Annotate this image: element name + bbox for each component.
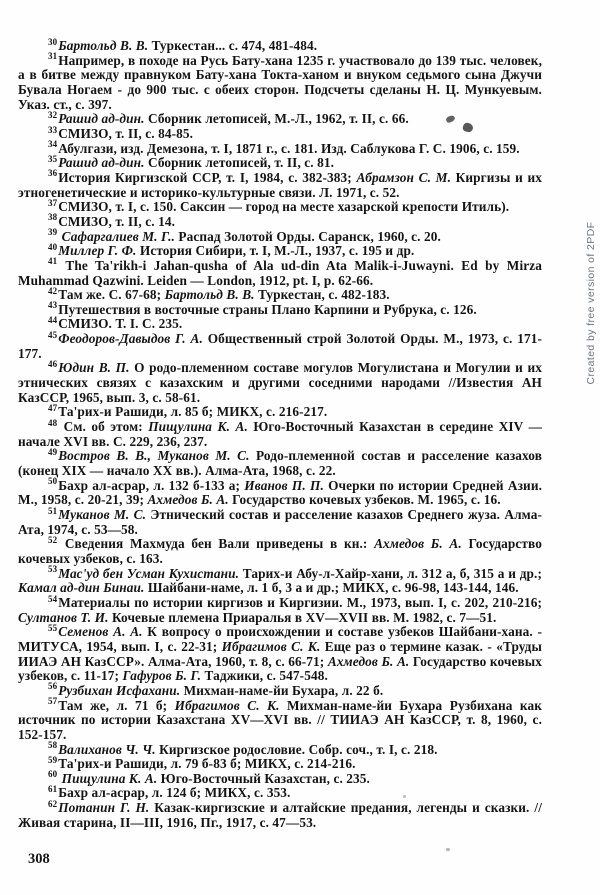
footnote-text: Очерки по истории Средней Азии. М., 1958, с. 20-21, 39; [18,477,543,508]
footnote-text: СМИЗО. Т. I. С. 235. [58,316,183,332]
footnote-text: См. об этом: [58,419,149,435]
footnote-36 [18,168,542,200]
scan-speckle [396,501,399,504]
footnote-48 [18,417,542,449]
footnote-35 [18,153,542,171]
footnote-number: 37 [48,197,58,208]
footnote-31 [18,51,542,113]
footnote-text: Общественный строй Золотой Орды. М., 1973, с. 171-177. [18,331,542,361]
footnote-text: Абулгази, изд. Демезона, т. I, 1871 г., с. 181. Изд. Саблукова Г. С. 1906, с. 159. [58,140,520,156]
footnote-text: Кочевые племена Приаралья в XV—XVII вв. М. 1982, с. 7—51. [108,609,497,625]
footnote-text: Михман-наме-йи Бухара, л. 22 б. [180,682,384,698]
footnote-text: Материалы по истории киргизов и Киргизии. М., 1973, вып. I, с. 202, 210-216; [58,594,542,610]
footnote-text: История Сибири, т. I, М.-Л., 1937, с. 195 и др. [136,243,415,259]
footnote-number: 31 [48,51,58,62]
footnote-number: 56 [48,681,58,692]
footnote-text: Еще раз о термине казак. - «Труды ИИАЭ АН КазССР». Алма-Ата, 1960, т. 8, с. 66-71; [18,638,542,669]
footnote-number: 32 [48,109,58,120]
footnote-45 [18,329,542,361]
footnote-text: Распад Золотой Орды. Саранск, 1960, с. 20. [174,228,441,244]
footnote-50 [18,476,543,508]
author-name: Гафуров Б. Г. [122,668,202,684]
page-number: 308 [28,851,50,868]
footnote-text: The Ta'rikh-i Jahan-qusha of Ala ud-din Ata Malik-i-Juwayni. Ed by Mirza Muhammad Qazwini. Leiden — London, 1912, pt. I, p. 62-66. [18,257,542,288]
footnote-number: 48 [48,417,58,428]
footnote-number: 49 [48,446,58,457]
footnote-number: 62 [48,798,58,809]
footnote-text: СМИЗО, т. I, с. 150. Саксин — город на месте хазарской крепости Итиль). [58,199,510,215]
scan-speckle [446,848,450,851]
footnote-text: Туркестан... с. 474, 481-484. [148,38,318,53]
footnote-49 [18,446,542,479]
author-name: Мас'уд бен Усман Кухистани. [58,565,240,581]
author-name: Рашид ад-дин. [58,155,145,171]
footnote-text: Этнический состав и расселение казахов Среднего жуза. Алма-Ата, 1974, с. 53—58. [18,507,543,537]
footnote-text: Киргизское родословие. Собр. соч., т. I, с. 218. [155,741,438,757]
footnote-55 [18,622,543,684]
footnote-number: 53 [48,564,58,575]
footnote-44 [18,317,542,332]
footnote-text: СМИЗО, т. II, с. 14. [58,213,176,229]
footnote-number: 38 [48,212,58,223]
footnote-52 [18,534,542,566]
footnote-61 [18,786,542,801]
author-name: Семенов А. А. [58,624,143,640]
footnote-37 [18,197,542,215]
author-name: Абрамзон С. М. [356,169,451,185]
footnote-57 [18,696,542,743]
footnote-62 [18,798,542,830]
footnote-text: Например, в походе на Русь Бату-хана 1235 г. участвовало до 139 тыс. человек, а в битве между правнуком Бату-хана Токта-ханом и внуком седьмого сына Джучи Бувала Ногаем - до 900 тыс. с обеих сторон. Подсчеты сделаны Н. Ц. Мункуевым. Указ. ст., с. 397. [18,52,542,112]
author-name: Ибрагимов С. К. [221,638,321,654]
footnote-number: 60 [48,769,58,780]
footnote-39 [18,227,542,245]
author-name: Потанин Г. Н. [58,800,150,816]
footnote-58 [18,740,542,758]
footnote-40 [18,241,542,259]
footnote-30 [18,36,542,54]
footnote-number: 51 [48,505,58,516]
footnote-number: 55 [48,622,58,633]
footnote-text: Бахр ал-асрар, л. 124 б; МИКХ, с. 353. [58,785,291,801]
author-name: Валиханов Ч. Ч. [58,741,156,757]
footnote-41 [18,256,542,288]
footnote-text: История Киргизской ССР, т. I, 1984, с. 382-383; [58,169,357,185]
footnote-53 [18,564,542,596]
author-name: Ахмедов Б. А. [147,492,229,508]
footnote-text: Тарих-и Абу-л-Хайр-хани, л. 312 а, б, 315 а и др.; [239,565,542,581]
footnote-number: 36 [48,168,58,179]
footnote-text: Шайбани-наме, л. 1 б, 3 а и др.; МИКХ, с. 96-98, 143-144, 146. [144,580,519,596]
author-name: Муканов М. С. [58,507,147,522]
author-name: Ахмедов Б. А. [327,653,410,669]
footnote-text: О родо-племенном составе могулов Могулистана и Могулии и их этнических связях с казахским и другими соседними народами //Известия АН КазССР, 1965, вып. 3, с. 58-61. [18,360,542,405]
footnote-number: 34 [48,139,58,150]
footnote-number: 41 [48,256,58,267]
author-name: Востров В. В., Муканов М. С. [58,448,250,464]
footnote-number: 47 [48,402,58,413]
footnotes-list [18,36,543,830]
footnote-46 [18,361,542,405]
footnote-number: 30 [48,36,58,47]
footnote-number: 35 [48,153,58,164]
scan-speckle [403,795,406,798]
author-name: Бартольд В. В. [164,287,255,303]
author-name: Феодоров-Давыдов Г. А. [58,331,203,347]
footnote-38 [18,212,542,230]
author-name: Ахмедов Б. А. [374,536,462,552]
footnote-text: Путешествия в восточные страны Плано Карпини и Рубрука, с. 126. [58,301,477,317]
author-name: Миллер Г. Ф. [58,243,137,259]
footnote-number: 40 [48,241,58,252]
footnote-text: Таджики, с. 547-548. [201,668,328,684]
footnote-text: Сборник летописей, т. II, с. 81. [144,155,335,171]
author-name: Юдин В. П. [58,360,130,376]
footnote-text: Михман-наме-йи Бухара Рузбихана как источник по истории Казахстана XV—XVI вв. // ТИИАЭ АН КазССР, т. 8, 1960, с. 152-157. [18,697,542,742]
footnote-number: 44 [48,315,58,326]
footnote-47 [18,402,542,420]
author-name: Иванов П. П. [244,477,324,493]
footnote-text: Юго-Восточный Казахстан, с. 235. [157,770,370,786]
author-name: Пищулина К. А. [148,419,248,435]
footnote-number: 43 [48,300,58,311]
footnote-text: Сведения Махмуда бен Вали приведены в кн.: [58,536,375,552]
footnote-text: Государство кочевых узбеков, с. 163. [18,536,542,566]
footnote-number: 59 [48,754,58,765]
footnote-number: 39 [48,227,58,238]
author-name: Султанов Т. И. [18,609,109,625]
footnote-text: Государство кочевых узбеков. М. 1965, с. 16. [228,492,501,508]
footnote-text: Сборник летописей, М.-Л., 1962, т. II, с. 66. [144,111,409,127]
footnote-51 [18,505,543,537]
footnote-text: Туркестан, с. 482-183. [254,287,390,303]
footnote-text: Родо-племенной состав и расселение казахов (конец XIX — начало XX вв.). Алма-Ата, 1968, с. 22. [18,448,542,479]
footnote-42 [18,285,542,303]
author-name: Сафаргалиев М. Г.. [61,228,175,244]
watermark-text: Created by free version of 2PDF [585,221,597,385]
footnote-text: Там же. С. 67-68; [58,287,165,303]
footnote-number: 42 [48,285,58,296]
footnote-number: 52 [48,534,58,545]
footnote-number: 54 [48,593,58,604]
footnote-number: 58 [48,740,58,751]
footnote-text: Бахр ал-асрар, л. 132 б-133 а; [58,477,245,493]
footnote-54 [18,593,542,625]
author-name: Камал ад-дин Бинаи. [18,580,145,596]
footnote-text: СМИЗО, т. II, с. 84-85. [58,125,194,141]
author-name: Рашид ад-дин. [58,111,145,127]
footnote-number: 50 [48,476,58,487]
footnote-text: Та'рих-и Рашиди, л. 85 б; МИКХ, с. 216-217. [58,404,328,420]
footnote-text: К вопросу о происхождении и составе узбеков Шайбани-хана. - МИТУСА, 1954, вып. I, с. 22-31; [18,624,542,654]
author-name: Ибрагимов С. К. [174,697,280,713]
footnote-number: 57 [48,696,58,707]
author-name: Пищулина К. А. [61,770,158,786]
footnote-number: 46 [48,359,58,370]
author-name: Бартольд В. В. [58,38,149,53]
footnote-text: Юго-Восточный Казахстан в середине XIV — начале XVI вв. С. 229, 236, 237. [18,419,542,449]
footnote-number: 61 [48,784,58,795]
footnote-text: Государство кочевых узбеков, с. 11-17; [18,653,543,684]
footnote-number: 33 [48,124,58,135]
footnote-number: 45 [48,329,58,340]
footnote-59 [18,754,542,772]
author-name: Рузбихан Исфахани. [58,682,181,698]
footnote-text: Казак-киргизские и алтайские предания, легенды и сказки. // Живая старина, II—III, 1916, Пг., 1917, с. 47—53. [18,800,542,830]
footnote-text: Та'рих-и Рашиди, л. 79 б-83 б; МИКХ, с. 214-216. [58,756,356,772]
footnote-text: Там же, л. 71 б; [58,697,175,713]
footnote-56 [18,681,542,699]
footnote-text: Киргизы и их этногенетические и историко-культурные связи. Л. 1971, с. 52. [18,169,542,200]
footnotes-block [18,36,543,868]
